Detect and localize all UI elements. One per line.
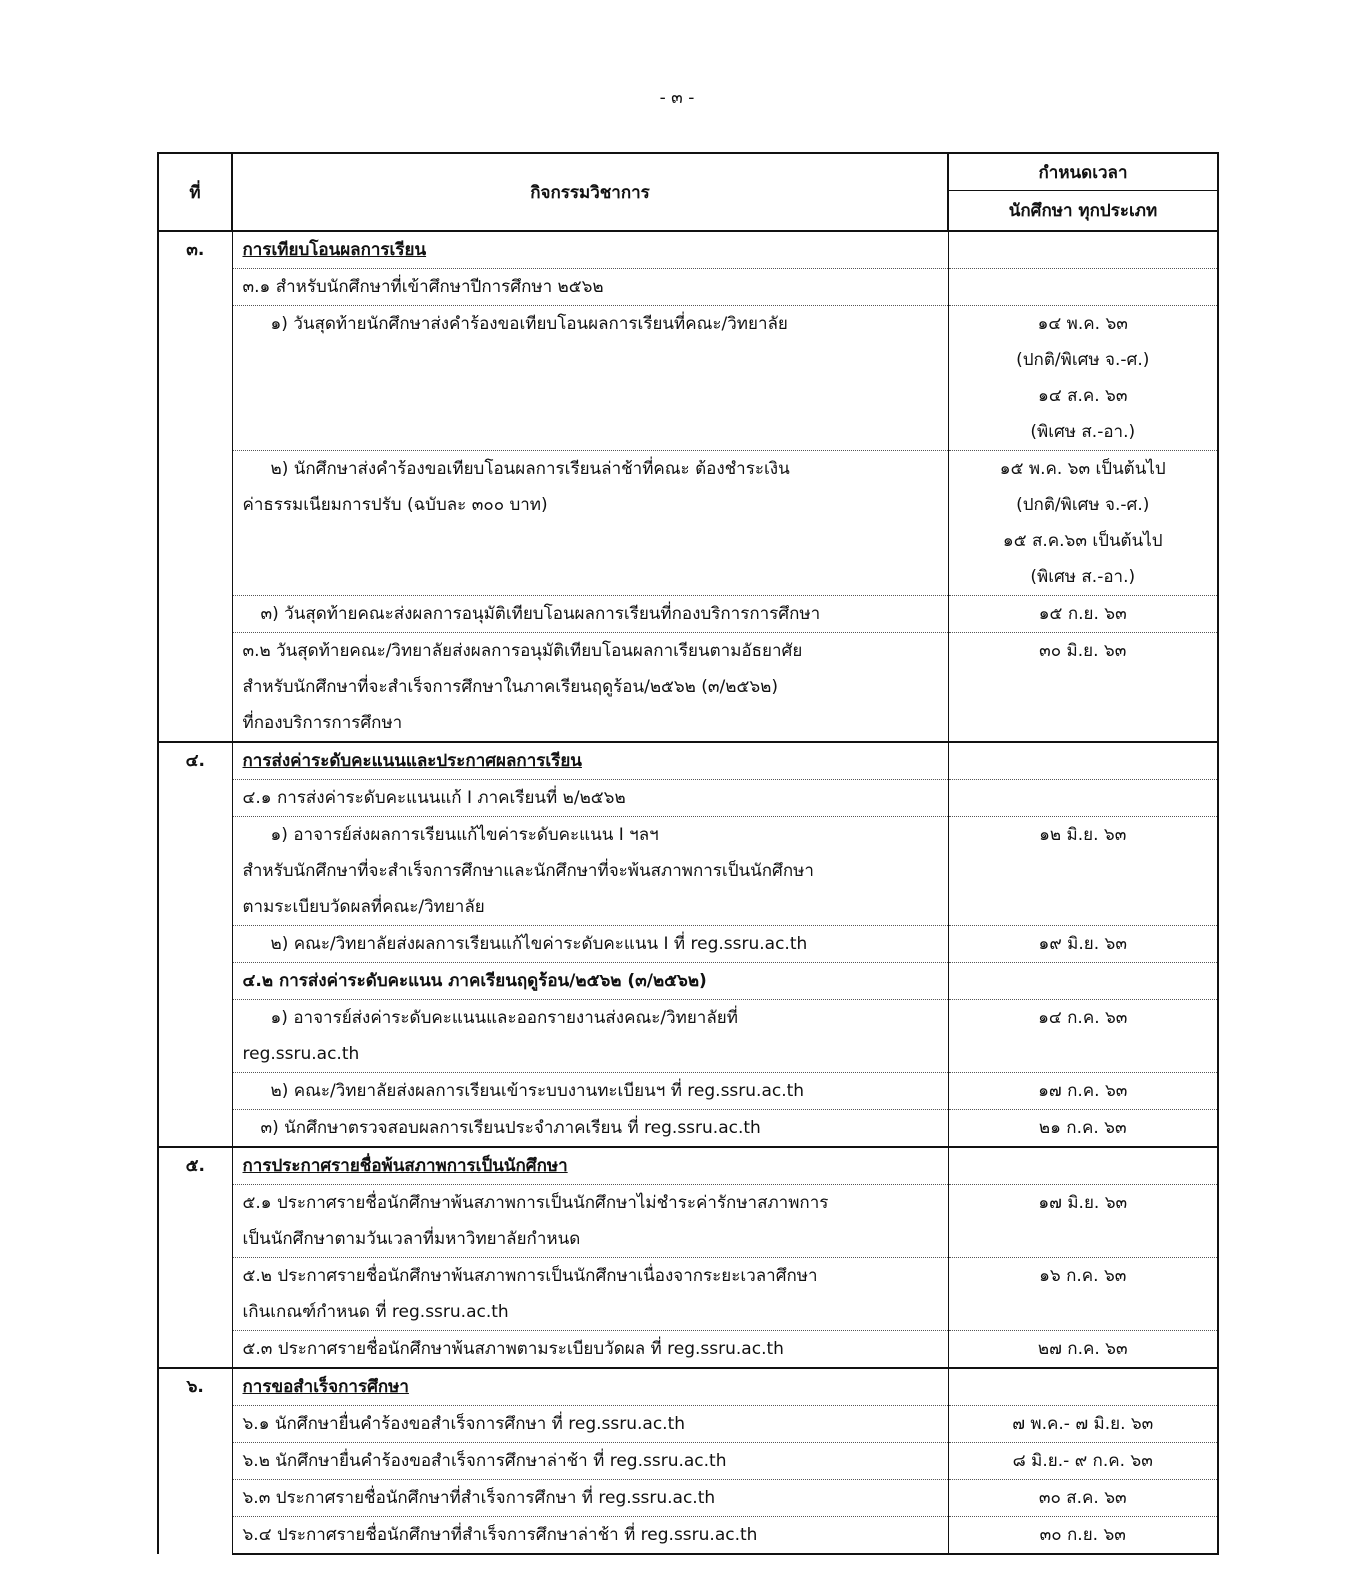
table-row (158, 963, 1218, 1000)
activity-cell (232, 1258, 948, 1331)
table-row (158, 1185, 1218, 1258)
activity-cell: ๖.๑ นักศึกษายื่นคำร้องขอสำเร็จการศึกษา ที่ reg.ssru.ac.th (232, 1406, 948, 1443)
date-cell: ๓๐ ส.ค. ๖๓ (948, 1480, 1218, 1517)
table-row (158, 231, 1218, 269)
table-row (158, 1110, 1218, 1148)
table-row (158, 1147, 1218, 1185)
academic-calendar-table (157, 152, 1219, 1555)
activity-cell: ๔.๒ การส่งค่าระดับคะแนน ภาคเรียนฤดูร้อน/๒๕๖๒ (๓/๒๕๖๒) (232, 963, 948, 1000)
date-line: (พิเศษ ส.-อา.) (1030, 567, 1136, 587)
section-title: การขอสำเร็จการศึกษา (232, 1368, 948, 1406)
activity-cell (232, 817, 948, 926)
activity-cell: ๖.๒ นักศึกษายื่นคำร้องขอสำเร็จการศึกษาล่าช้า ที่ reg.ssru.ac.th (232, 1443, 948, 1480)
header-schedule-sub: นักศึกษา ทุกประเภท (948, 191, 1218, 231)
section-number: ๕. (158, 1147, 232, 1368)
table-row (158, 1517, 1218, 1555)
activity-cell: ๓) นักศึกษาตรวจสอบผลการเรียนประจำภาคเรียน ที่ reg.ssru.ac.th (232, 1110, 948, 1148)
activity-cell: ๖.๔ ประกาศรายชื่อนักศึกษาที่สำเร็จการศึกษาล่าช้า ที่ reg.ssru.ac.th (232, 1517, 948, 1555)
activity-cell (232, 633, 948, 743)
activity-cell: ๒) คณะ/วิทยาลัยส่งผลการเรียนแก้ไขค่าระดับคะแนน I ที่ reg.ssru.ac.th (232, 926, 948, 963)
activity-cell (232, 1000, 948, 1073)
table-row (158, 596, 1218, 633)
table-row (158, 633, 1218, 743)
section-title: การส่งค่าระดับคะแนนและประกาศผลการเรียน (232, 742, 948, 780)
date-line: ๑๕ ส.ค.๖๓ เป็นต้นไป (1002, 531, 1163, 551)
activity-cell: ๓) วันสุดท้ายคณะส่งผลการอนุมัติเทียบโอนผลการเรียนที่กองบริการการศึกษา (232, 596, 948, 633)
activity-line: สำหรับนักศึกษาที่จะสำเร็จการศึกษาในภาคเรียนฤดูร้อน/๒๕๖๒ (๓/๒๕๖๒) (242, 677, 778, 697)
section-title: การประกาศรายชื่อพ้นสภาพการเป็นนักศึกษา (232, 1147, 948, 1185)
date-cell (948, 306, 1218, 451)
activity-line: ค่าธรรมเนียมการปรับ (ฉบับละ ๓๐๐ บาท) (242, 495, 548, 515)
table-row (158, 1331, 1218, 1369)
activity-line: ที่กองบริการการศึกษา (242, 713, 403, 733)
table-row (158, 451, 1218, 596)
header-schedule: กำหนดเวลา (948, 153, 1218, 191)
activity-cell: ๖.๓ ประกาศรายชื่อนักศึกษาที่สำเร็จการศึกษา ที่ reg.ssru.ac.th (232, 1480, 948, 1517)
section-number: ๓. (158, 231, 232, 742)
activity-cell: ๕.๓ ประกาศรายชื่อนักศึกษาพ้นสภาพตามระเบียบวัดผล ที่ reg.ssru.ac.th (232, 1331, 948, 1369)
activity-line: ตามระเบียบวัดผลที่คณะ/วิทยาลัย (242, 897, 485, 917)
date-cell (948, 269, 1218, 306)
table-row (158, 1073, 1218, 1110)
date-cell: ๑๙ มิ.ย. ๖๓ (948, 926, 1218, 963)
date-line: ๑๕ พ.ค. ๖๓ เป็นต้นไป (999, 459, 1166, 479)
date-cell: ๑๔ ก.ค. ๖๓ (948, 1000, 1218, 1073)
activity-cell (232, 1185, 948, 1258)
table-row (158, 1406, 1218, 1443)
date-cell: ๘ มิ.ย.- ๙ ก.ค. ๖๓ (948, 1443, 1218, 1480)
table-row (158, 1480, 1218, 1517)
header-no: ที่ (158, 153, 232, 231)
date-cell: ๑๖ ก.ค. ๖๓ (948, 1258, 1218, 1331)
page-number: - ๓ - (659, 88, 695, 108)
activity-cell: ๒) คณะ/วิทยาลัยส่งผลการเรียนเข้าระบบงานทะเบียนฯ ที่ reg.ssru.ac.th (232, 1073, 948, 1110)
date-cell: ๑๕ ก.ย. ๖๓ (948, 596, 1218, 633)
section-title: การเทียบโอนผลการเรียน (232, 231, 948, 269)
date-cell: ๑๗ มิ.ย. ๖๓ (948, 1185, 1218, 1258)
date-cell: ๑๒ มิ.ย. ๖๓ (948, 817, 1218, 926)
table-row (158, 780, 1218, 817)
table-row (158, 1368, 1218, 1406)
date-line: ๑๔ พ.ค. ๖๓ (1037, 314, 1128, 334)
date-cell (948, 1368, 1218, 1406)
table-row (158, 306, 1218, 451)
date-cell: ๑๗ ก.ค. ๖๓ (948, 1073, 1218, 1110)
activity-cell: ๔.๑ การส่งค่าระดับคะแนนแก้ I ภาคเรียนที่ ๒/๒๕๖๒ (232, 780, 948, 817)
activity-line: เป็นนักศึกษาตามวันเวลาที่มหาวิทยาลัยกำหนด (242, 1229, 581, 1249)
table-row (158, 1000, 1218, 1073)
date-cell: ๗ พ.ค.- ๗ มิ.ย. ๖๓ (948, 1406, 1218, 1443)
date-cell (948, 451, 1218, 596)
date-line: (ปกติ/พิเศษ จ.-ศ.) (1016, 350, 1150, 370)
activity-line: สำหรับนักศึกษาที่จะสำเร็จการศึกษาและนักศึกษาที่จะพ้นสภาพการเป็นนักศึกษา (242, 861, 814, 881)
activity-line: ๓.๒ วันสุดท้ายคณะ/วิทยาลัยส่งผลการอนุมัติเทียบโอนผลกาเรียนตามอัธยาศัย (242, 641, 803, 661)
activity-line: reg.ssru.ac.th (242, 1044, 360, 1064)
activity-line: ๑) อาจารย์ส่งผลการเรียนแก้ไขค่าระดับคะแนน I ฯลฯ (270, 825, 659, 845)
activity-line: ๕.๒ ประกาศรายชื่อนักศึกษาพ้นสภาพการเป็นนักศึกษาเนื่องจากระยะเวลาศึกษา (242, 1266, 818, 1286)
date-cell: ๓๐ มิ.ย. ๖๓ (948, 633, 1218, 743)
date-cell: ๒๗ ก.ค. ๖๓ (948, 1331, 1218, 1369)
date-cell: ๓๐ ก.ย. ๖๓ (948, 1517, 1218, 1555)
activity-line: ๑) อาจารย์ส่งค่าระดับคะแนนและออกรายงานส่งคณะ/วิทยาลัยที่ (270, 1008, 738, 1028)
date-cell (948, 742, 1218, 780)
date-cell (948, 231, 1218, 269)
section-number: ๔. (158, 742, 232, 1147)
table-row (158, 926, 1218, 963)
table-row (158, 1443, 1218, 1480)
activity-line: ๒) นักศึกษาส่งคำร้องขอเทียบโอนผลการเรียนล่าช้าที่คณะ ต้องชำระเงิน (270, 459, 790, 479)
date-line: (พิเศษ ส.-อา.) (1030, 422, 1136, 442)
date-line: ๑๔ ส.ค. ๖๓ (1038, 386, 1128, 406)
date-cell (948, 780, 1218, 817)
table-row (158, 1258, 1218, 1331)
table-row (158, 817, 1218, 926)
table-row (158, 742, 1218, 780)
table-row (158, 269, 1218, 306)
date-cell (948, 1147, 1218, 1185)
date-cell (948, 963, 1218, 1000)
header-activity: กิจกรรมวิชาการ (232, 153, 948, 231)
activity-line: เกินเกณฑ์กำหนด ที่ reg.ssru.ac.th (242, 1302, 509, 1322)
date-cell: ๒๑ ก.ค. ๖๓ (948, 1110, 1218, 1148)
date-line: (ปกติ/พิเศษ จ.-ศ.) (1016, 495, 1150, 515)
activity-cell (232, 451, 948, 596)
activity-line: ๕.๑ ประกาศรายชื่อนักศึกษาพ้นสภาพการเป็นนักศึกษาไม่ชำระค่ารักษาสภาพการ (242, 1193, 829, 1213)
section-number: ๖. (158, 1368, 232, 1554)
activity-cell: ๓.๑ สำหรับนักศึกษาที่เข้าศึกษาปีการศึกษา ๒๕๖๒ (232, 269, 948, 306)
activity-cell: ๑) วันสุดท้ายนักศึกษาส่งคำร้องขอเทียบโอนผลการเรียนที่คณะ/วิทยาลัย (232, 306, 948, 451)
